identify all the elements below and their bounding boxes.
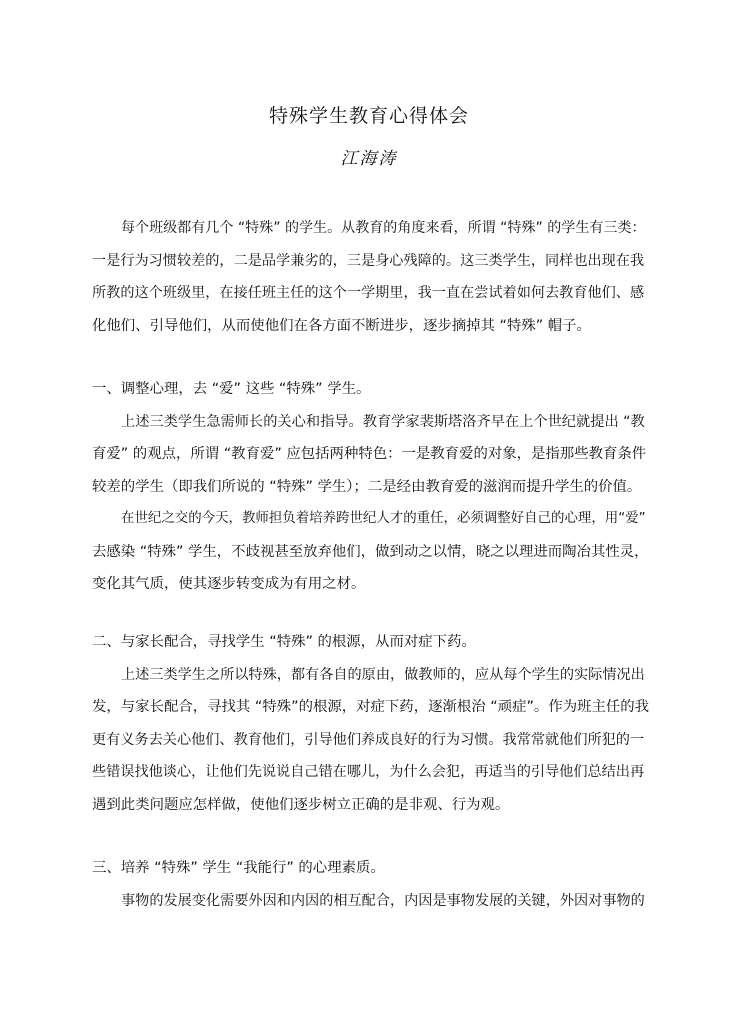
text-line: 化他们、引导他们，从而使他们在各方面不断进步，逐步摘掉其 “特殊” 帽子。	[92, 317, 591, 334]
author-name: 江海涛	[340, 149, 398, 169]
text-line: 较差的学生（即我们所说的 “特殊” 学生）；二是经由教育爱的滋润而提升学生的价值。	[92, 478, 642, 495]
text-line: 每个班级都有几个 “特殊” 的学生。从教育的角度来看，所谓 “特殊” 的学生有三类：	[121, 220, 646, 236]
text-line: 遇到此类问题应怎样做，使他们逐步树立正确的是非观、行为观。	[92, 796, 510, 813]
text-line: 事物的发展变化需要外因和内因的相互配合，内因是事物发展的关键，外因对事物的	[121, 892, 645, 909]
text-line: 育爱” 的观点，所谓 “教育爱” 应包括两种特色：一是教育爱的对象，是指那些教育条件	[92, 446, 647, 462]
section-3-heading: 三、培养 “特殊” 学生 “我能行” 的心理素质。	[92, 860, 385, 876]
text-line: 发，与家长配合，寻找其 “特殊”的根源，对症下药，逐渐根治 “顽症”。作为班主任的我	[92, 699, 650, 715]
text-line: 所教的这个班级里，在接任班主任的这个一学期里，我一直在尝试着如何去教育他们、感	[92, 285, 645, 301]
text-line: 一是行为习惯较差的，二是品学兼劣的，三是身心残障的。这三类学生，同样也出现在我	[92, 252, 645, 269]
text-line: 去感染 “特殊” 学生，不歧视甚至放弃他们，做到动之以情，晓之以理进而陶冶其性灵，	[92, 543, 649, 560]
document-title: 特殊学生教育心得体会	[268, 105, 469, 127]
section-3	[92, 852, 650, 917]
text-line: 上述三类学生急需师长的关心和指导。教育学家裴斯塔洛齐早在上个世纪就提出 “教	[121, 413, 645, 430]
text-line: 变化其气质，使其逐步转变成为有用之材。	[92, 576, 366, 592]
text-line: 在世纪之交的今天，教师担负着培养跨世纪人才的重任，必须调整好自己的心理，用“爱”	[121, 511, 646, 526]
section-1-heading: 一、调整心理，去 “爱” 这些 “特殊” 学生。	[92, 381, 371, 397]
text-line: 更有义务去关心他们、教育他们，引导他们养成良好的行为习惯。我常常就他们所犯的一	[92, 731, 645, 748]
section-2-heading: 二、与家长配合，寻找学生 “特殊” 的根源，从而对症下药。	[92, 634, 476, 650]
intro-paragraph	[92, 212, 650, 342]
section-2	[92, 626, 650, 821]
section-1	[92, 373, 650, 601]
text-line: 些错误找他谈心，让他们先说说自己错在哪儿，为什么会犯，再适当的引导他们总结出再	[92, 764, 645, 780]
text-line: 上述三类学生之所以特殊，都有各自的原由，做教师的，应从每个学生的实际情况出	[121, 666, 645, 683]
